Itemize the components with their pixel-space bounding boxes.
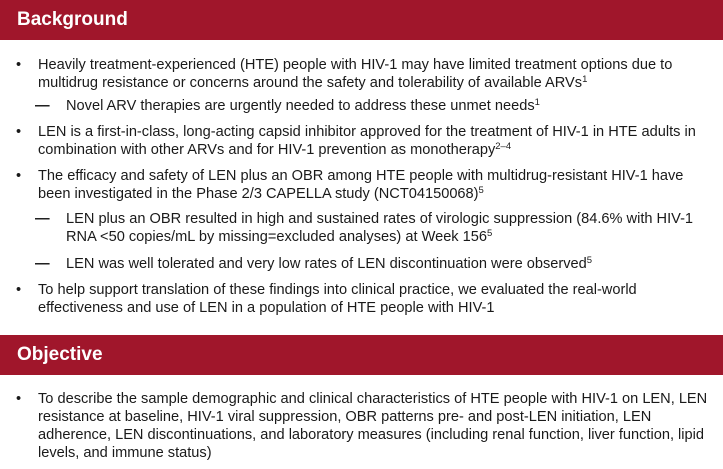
bullet-text: Heavily treatment-experienced (HTE) people with HIV-1 may have limited treatment options due to multidrug resistance or concerns around the safety and tolerability of available ARVs$^1$ [38,57,673,91]
bullet-marker: • [16,124,22,140]
sub-bullet-text: Novel ARV therapies are urgently needed to address these unmet needs$^1$ [66,97,540,114]
background-heading-banner [0,0,723,40]
sub-bullet-marker: — [35,256,50,272]
bullet-marker: • [16,282,22,298]
background-heading: Background [17,9,128,30]
sub-bullet-marker: — [35,98,50,114]
bullet-text: LEN is a first-in-class, long-acting capsid inhibitor approved for the treatment of HIV-1 in HTE adults in combination with other ARVs and for HIV-1 prevention as monotherapy$^{2-4}$ [38,124,696,158]
bullet-marker: • [16,168,22,184]
sub-bullet-text: LEN plus an OBR resulted in high and sustained rates of virologic suppression (84.6% with HIV-1 RNA <50 copies/mL by missing=excluded analyses) at Week $156^5$ [66,211,694,245]
bullet-text: The efficacy and safety of LEN plus an OBR among HTE people with multidrug-resistant HIV-1 have been investigated in the Phase 2/3 CAPELLA study $(NCT04150068)^5$ [38,168,684,202]
sub-bullet-marker: — [35,211,50,227]
bullet-marker: • [16,391,22,407]
bullet-text: To help support translation of these findings into clinical practice, we evaluated the real-world effectiveness and use of LEN in a population of HTE people with HIV-1 [38,282,637,316]
sub-bullet-text: LEN was well tolerated and very low rates of LEN discontinuation were observed$^5$ [66,255,593,272]
objective-heading: Objective [17,344,103,365]
bullet-text: To describe the sample demographic and clinical characteristics of HTE people with HIV-1 on LEN, LEN resistance at baseline, HIV-1 viral suppression, OBR patterns pre- and post-LEN initiation, LEN adherence, LEN discontinuations, and laboratory measures (including renal function, liver function, lipid levels, and immune status) [38,391,708,461]
bullet-marker: • [16,57,22,73]
objective-heading-banner [0,335,723,375]
